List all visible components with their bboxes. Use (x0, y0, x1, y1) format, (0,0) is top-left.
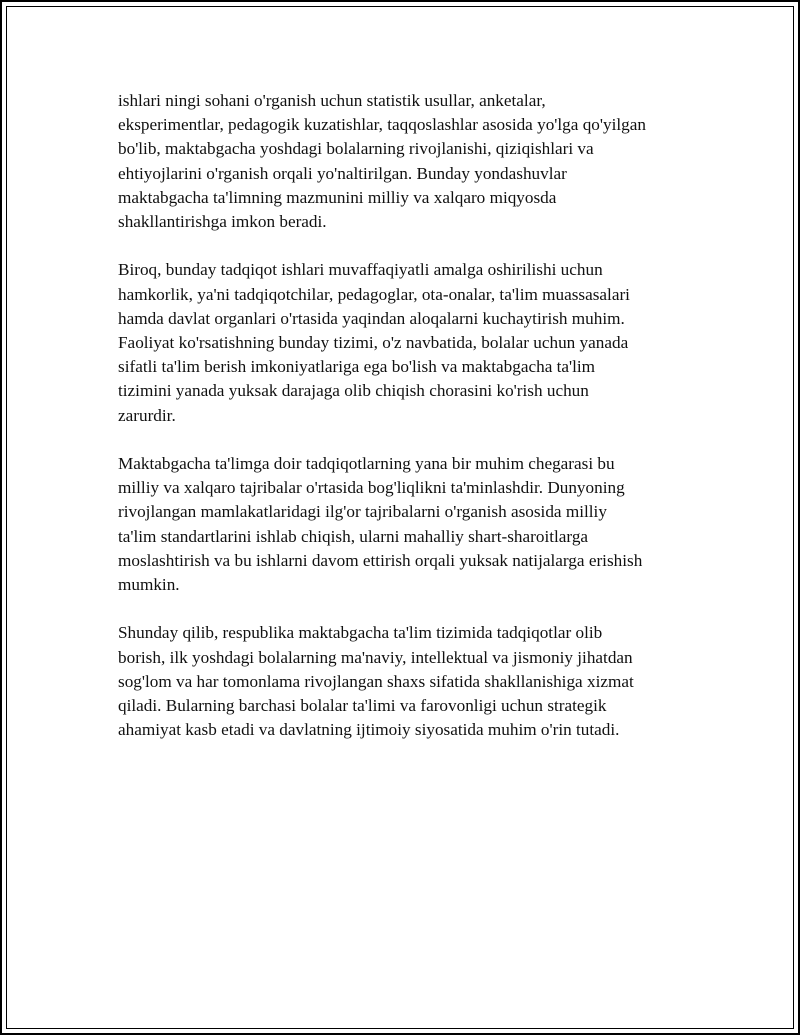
paragraph-1: ishlari ningi sohani o'rganish uchun statistik usullar, anketalar, eksperimentlar, pedagogik kuzatishlar, taqqoslashlar asosida yo'lga qo'yilgan bo'lib, maktabgacha yoshdagi bolalarning rivojlanishi, qiziqishlari va ehtiyojlarini o'rganish orqali yo'naltirilgan. Bunday yondashuvlar maktabgacha ta'limning mazmunini milliy va xalqaro miqyosda shakllantirishga imkon beradi. (118, 91, 646, 232)
paragraph-2: Biroq, bunday tadqiqot ishlari muvaffaqiyatli amalga oshirilishi uchun hamkorlik, ya'ni tadqiqotchilar, pedagoglar, ota-onalar, ta'lim muassasalari hamda davlat organlari o'rtasida yaqindan aloqalarni kuchaytirish muhim. Faoliyat ko'rsatishning bunday tizimi, o'z navbatida, bolalar uchun yanada sifatli ta'lim berish imkoniyatlariga ega bo'lish va maktabgacha ta'lim tizimini yanada yuksak darajaga olib chiqish chorasini ko'rish uchun zarurdir. (118, 260, 630, 425)
paragraph-3: Maktabgacha ta'limga doir tadqiqotlarning yana bir muhim chegarasi bu milliy va xalqaro tajribalar o'rtasida bog'liqlikni ta'minlashdir. Dunyoning rivojlangan mamlakatlaridagi ilg'or tajribalarni o'rganish asosida milliy ta'lim standartlarini ishlab chiqish, ularni mahalliy shart-sharoitlarga moslashtirish va bu ishlarni davom ettirish orqali yuksak natijalarga erishish mumkin. (118, 454, 643, 595)
paragraph-4: Shunday qilib, respublika maktabgacha ta'lim tizimida tadqiqotlar olib borish, ilk yoshdagi bolalarning ma'naviy, intellektual va jismoniy jihatdan sog'lom va har tomonlama rivojlangan shaxs sifatida shakllanishiga xizmat qiladi. Bularning barchasi bolalar ta'limi va farovonligi uchun strategik ahamiyat kasb etadi va davlatning ijtimoiy siyosatida muhim o'rin tutadi. (118, 623, 634, 740)
document-body (118, 89, 698, 767)
